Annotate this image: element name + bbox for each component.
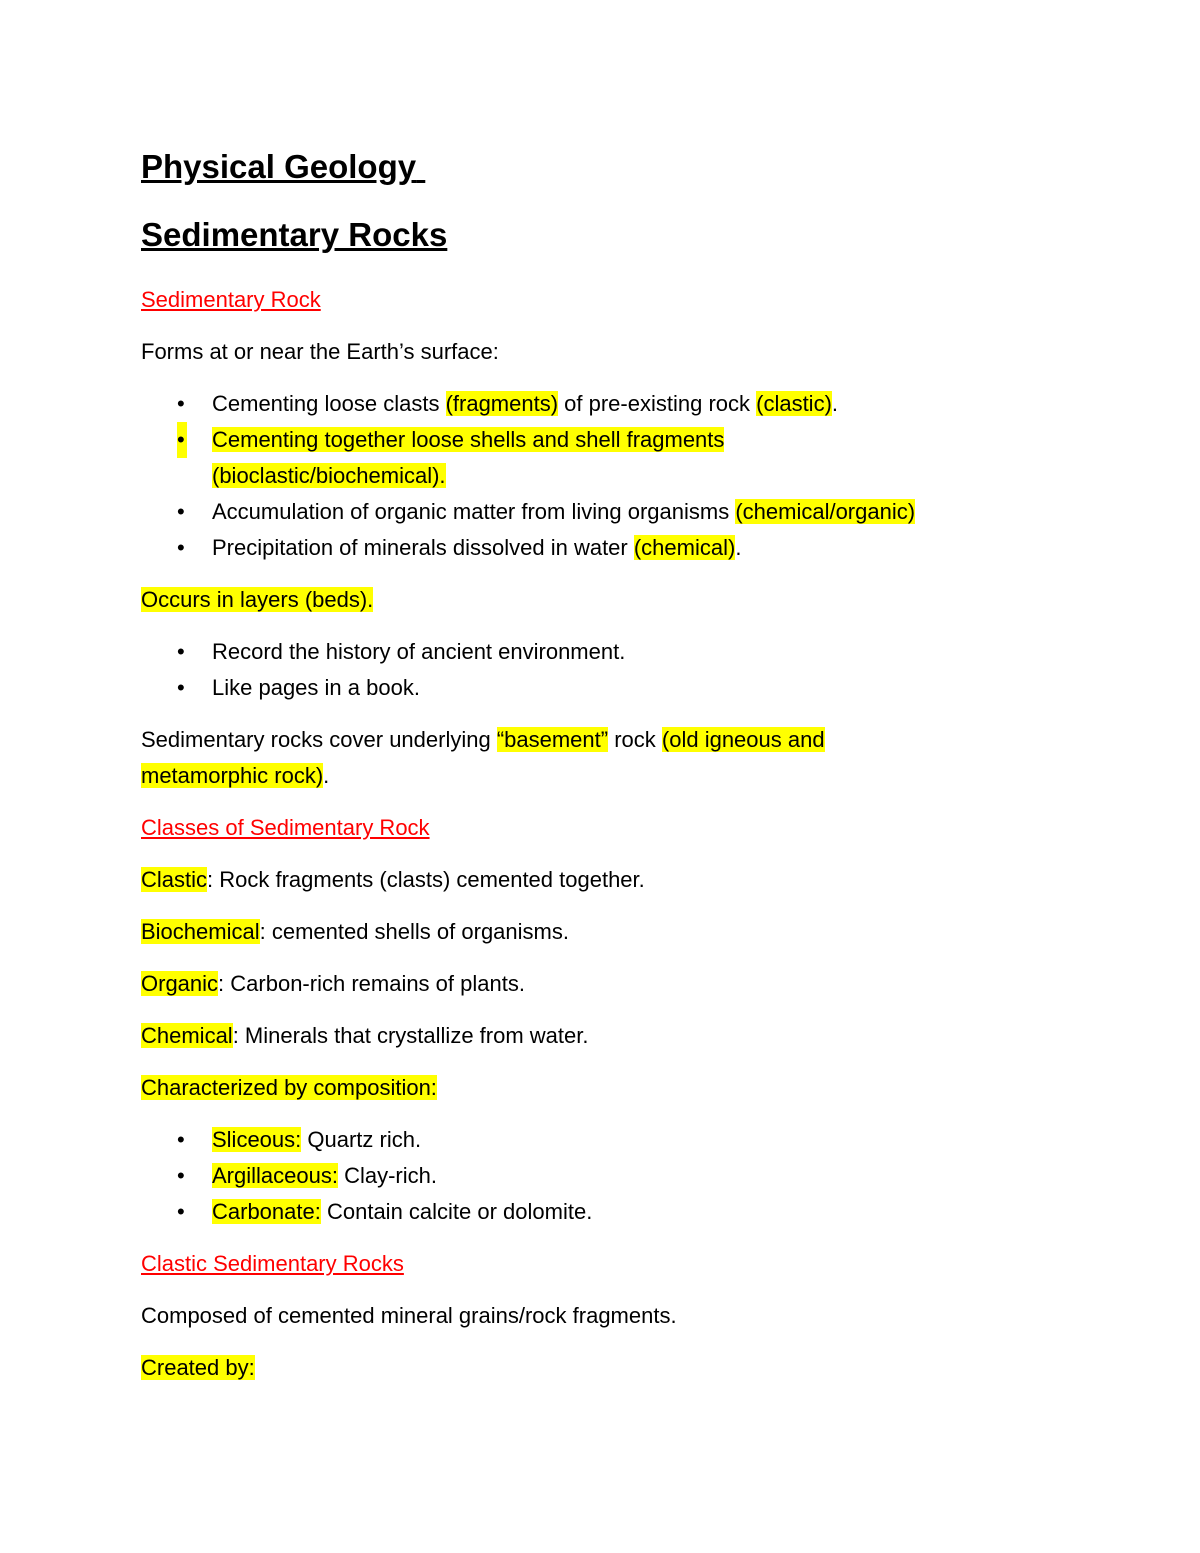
section-heading-sedimentary-rock: Sedimentary Rock bbox=[141, 287, 321, 312]
list-item: • Like pages in a book. bbox=[141, 670, 1041, 706]
list-item: • Argillaceous: Clay-rich. bbox=[141, 1158, 1041, 1194]
bullet-icon: • bbox=[177, 391, 185, 416]
class-biochemical: Biochemical: cemented shells of organisms. bbox=[141, 919, 569, 944]
bullet-icon: • bbox=[177, 535, 185, 560]
bullet-icon: • bbox=[177, 499, 185, 524]
list-item: • Cementing together loose shells and shell fragments (bioclastic/biochemical). bbox=[141, 422, 1041, 494]
list-item: • Accumulation of organic matter from living organisms (chemical/organic) bbox=[141, 494, 1041, 530]
layers-list bbox=[141, 634, 1041, 706]
class-clastic: Clastic: Rock fragments (clasts) cemented together. bbox=[141, 867, 645, 892]
class-organic: Organic: Carbon-rich remains of plants. bbox=[141, 971, 525, 996]
bullet-icon: • bbox=[177, 422, 187, 458]
list-item: • Precipitation of minerals dissolved in water (chemical). bbox=[141, 530, 1041, 566]
bullet-icon: • bbox=[177, 1199, 185, 1224]
bullet-icon: • bbox=[177, 675, 185, 700]
list-item: • Carbonate: Contain calcite or dolomite. bbox=[141, 1194, 1041, 1230]
bullet-icon: • bbox=[177, 1127, 185, 1152]
composition-list bbox=[141, 1122, 1041, 1230]
bullet-icon: • bbox=[177, 639, 185, 664]
class-chemical: Chemical: Minerals that crystallize from water. bbox=[141, 1023, 589, 1048]
section-heading-clastic: Clastic Sedimentary Rocks bbox=[141, 1251, 404, 1276]
document-subtitle: Sedimentary Rocks bbox=[141, 216, 448, 253]
bullet-icon: • bbox=[177, 1163, 185, 1188]
basement-paragraph: Sedimentary rocks cover underlying “basement” rock (old igneous and metamorphic rock). bbox=[141, 727, 825, 788]
created-by-heading: Created by: bbox=[141, 1355, 255, 1380]
list-item: • Record the history of ancient environment. bbox=[141, 634, 1041, 670]
formation-list bbox=[141, 386, 1041, 566]
intro-paragraph: Forms at or near the Earth’s surface: bbox=[141, 339, 499, 364]
list-item: • Sliceous: Quartz rich. bbox=[141, 1122, 1041, 1158]
composition-heading: Characterized by composition: bbox=[141, 1075, 437, 1100]
document-body bbox=[141, 142, 1041, 1386]
section-heading-classes: Classes of Sedimentary Rock bbox=[141, 815, 430, 840]
document-title: Physical Geology bbox=[141, 148, 417, 185]
layers-paragraph: Occurs in layers (beds). bbox=[141, 587, 374, 612]
list-item: • Cementing loose clasts (fragments) of pre-existing rock (clastic). bbox=[141, 386, 1041, 422]
composed-paragraph: Composed of cemented mineral grains/rock fragments. bbox=[141, 1303, 677, 1328]
